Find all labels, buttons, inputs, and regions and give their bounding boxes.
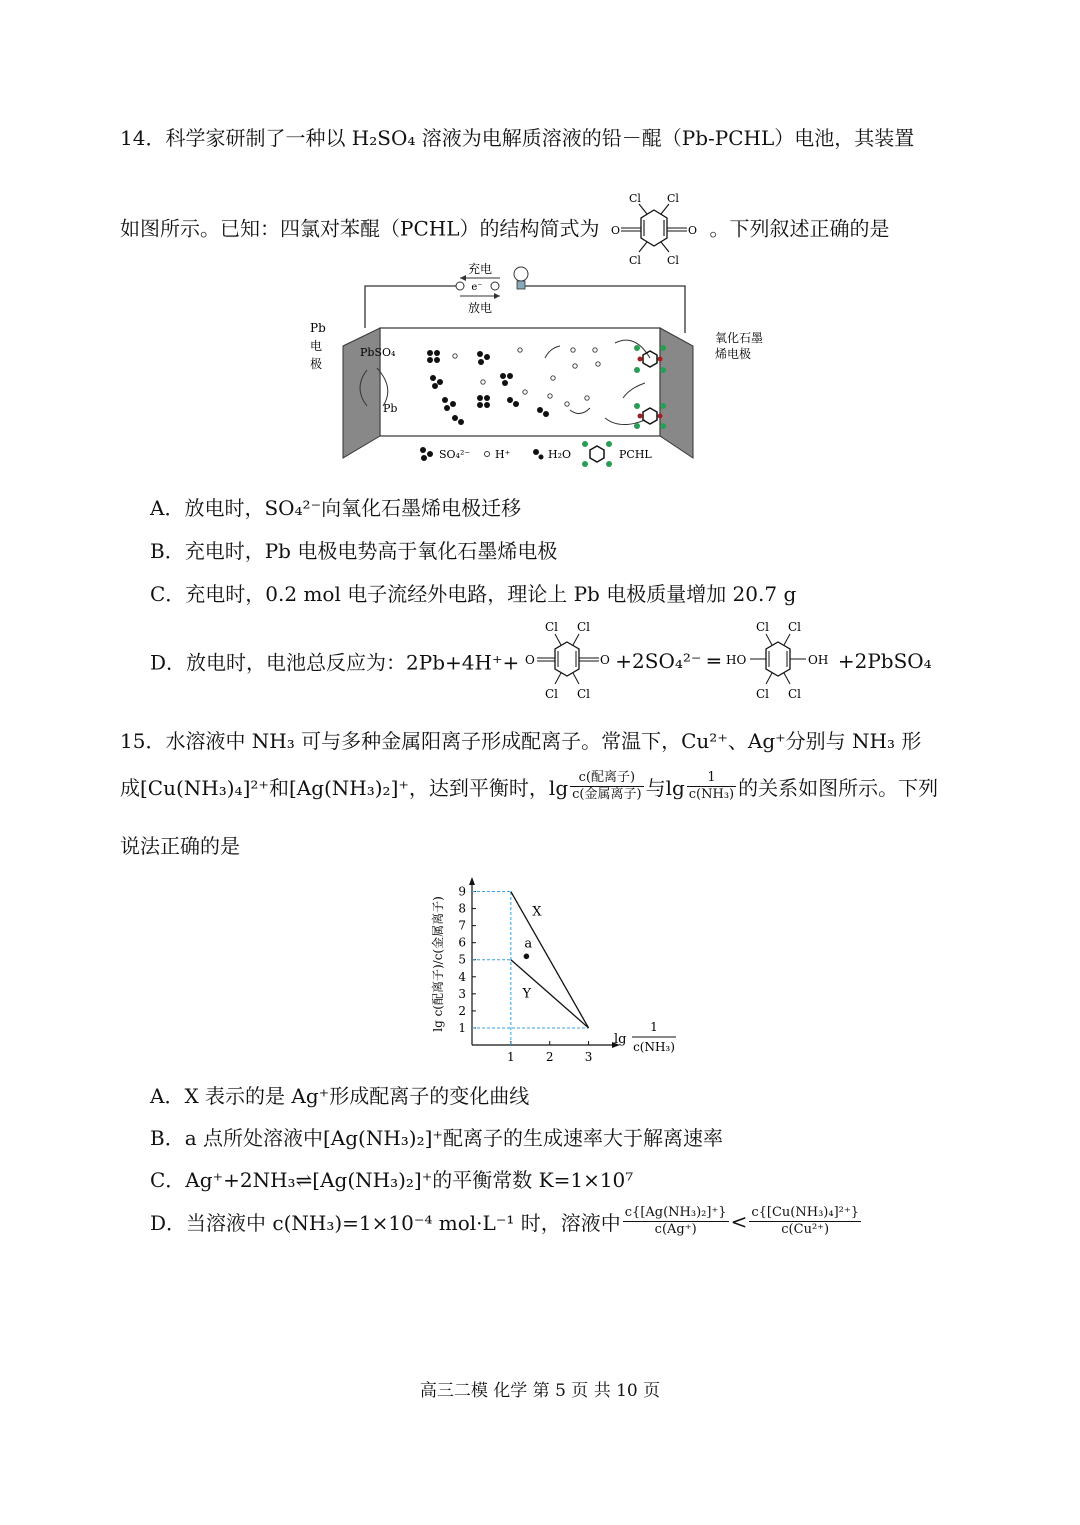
pchl-cl-1: Cl bbox=[629, 192, 642, 205]
q15-frac1-num: c(配离子) bbox=[570, 770, 643, 787]
q15-d-lt: < bbox=[730, 1209, 748, 1234]
series-label-Y: Y bbox=[522, 986, 532, 1002]
q15-d-frac1 bbox=[623, 1205, 729, 1238]
q14-stem-line2 bbox=[120, 192, 889, 268]
pchl-structure bbox=[599, 192, 709, 268]
y-axis-arrow bbox=[469, 877, 475, 885]
q15-d-frac1-den: c(Ag⁺) bbox=[654, 1222, 697, 1237]
q14-option-d-post: +2PbSO₄ bbox=[837, 649, 932, 673]
hq-cl-3: Cl bbox=[755, 687, 769, 701]
q15-stem-line2-post: 的关系如图所示。下列 bbox=[738, 776, 939, 800]
x-tick-label: 2 bbox=[545, 1050, 554, 1064]
y-tick-label: 1 bbox=[458, 1020, 466, 1035]
y-tick-label: 2 bbox=[458, 1003, 466, 1018]
battery-diagram bbox=[305, 258, 785, 488]
page-footer: 高三二模 化学 第 5 页 共 10 页 bbox=[419, 1381, 661, 1401]
right-electrode-label-1: 氧化石墨 bbox=[715, 331, 764, 345]
y-tick-label: 7 bbox=[458, 918, 466, 933]
hq-cl-4: Cl bbox=[787, 687, 801, 701]
q14-option-c[interactable]: C．充电时，0.2 mol 电子流经外电路，理论上 Pb 电极质量增加 20.7 g bbox=[150, 582, 797, 606]
point-label-a: a bbox=[524, 936, 533, 952]
q15-frac2-den: c(NH₃) bbox=[688, 787, 735, 802]
q14-option-d-mid: +2SO₄²⁻ ═ bbox=[615, 649, 720, 673]
q15-frac1 bbox=[570, 770, 643, 803]
charge-label: 充电 bbox=[467, 262, 493, 276]
legend-pchl: PCHL bbox=[619, 448, 652, 461]
complex-equilibrium-chart bbox=[420, 875, 720, 1065]
q15-d-frac1-num: c{[Ag(NH₃)₂]⁺} bbox=[624, 1205, 727, 1220]
electron-label: e⁻ bbox=[471, 282, 483, 293]
q15-d-frac2-num: c{[Cu(NH₃)₄]²⁺} bbox=[751, 1205, 859, 1220]
pchl-cl-4: Cl bbox=[667, 254, 680, 267]
hydroquinone-structure bbox=[720, 618, 838, 704]
pchl-cl-3: Cl bbox=[629, 254, 642, 267]
q14-stem-line2-pre: 如图所示。已知：四氯对苯醌（PCHL）的结构简式为 bbox=[120, 216, 600, 241]
q15-option-b[interactable]: B．a 点所处溶液中[Ag(NH₃)₂]⁺配离子的生成速率大于解离速率 bbox=[150, 1126, 723, 1150]
legend-h: H⁺ bbox=[495, 448, 511, 461]
point-a bbox=[524, 954, 530, 960]
q14-option-b[interactable]: B．充电时，Pb 电极电势高于氧化石墨烯电极 bbox=[150, 539, 558, 563]
d-pchl-cl-4: Cl bbox=[577, 687, 591, 701]
pchl-o-2: O bbox=[688, 224, 698, 237]
q15-stem-line1: 15．水溶液中 NH₃ 可与多种金属阳离子形成配离子。常温下，Cu²⁺、Ag⁺分别与 NH₃ 形 bbox=[120, 729, 922, 753]
pchl-cl-2: Cl bbox=[667, 192, 680, 205]
d-pchl-o-2: O bbox=[600, 653, 611, 667]
d-pchl-cl-2: Cl bbox=[577, 620, 591, 634]
pchl-o-1: O bbox=[611, 224, 621, 237]
x-label-den: c(NH₃) bbox=[633, 1040, 675, 1054]
series-line-X bbox=[511, 892, 589, 1028]
hq-cl-2: Cl bbox=[787, 620, 801, 634]
q15-frac1-den: c(金属离子) bbox=[572, 787, 642, 802]
q15-d-frac2-den: c(Cu²⁺) bbox=[781, 1222, 830, 1237]
y-tick-label: 6 bbox=[458, 935, 466, 950]
q15-stem-line2-mid: 与lg bbox=[645, 776, 685, 800]
legend-so4: SO₄²⁻ bbox=[439, 448, 471, 461]
svg-text:电: 电 bbox=[310, 339, 323, 353]
x-label-lg: lg bbox=[614, 1032, 627, 1047]
q15-option-c[interactable]: C．Ag⁺+2NH₃⇌[Ag(NH₃)₂]⁺的平衡常数 K=1×10⁷ bbox=[150, 1168, 634, 1192]
x-label-num: 1 bbox=[650, 1020, 658, 1034]
d-pchl-cl-1: Cl bbox=[545, 620, 559, 634]
q14-option-d-pre: D．放电时，电池总反应为：2Pb+4H⁺+ bbox=[150, 650, 520, 675]
pb-electrode-label: Pb bbox=[310, 321, 326, 335]
y-tick-label: 3 bbox=[458, 986, 466, 1001]
pb-label: Pb bbox=[383, 402, 398, 415]
q15-option-d-pre: D．当溶液中 c(NH₃)=1×10⁻⁴ mol·L⁻¹ 时，溶液中 bbox=[150, 1211, 621, 1235]
pbso4-label: PbSO₄ bbox=[360, 346, 396, 359]
q14-option-d[interactable] bbox=[150, 618, 932, 704]
q14-option-a[interactable]: A．放电时，SO₄²⁻向氧化石墨烯电极迁移 bbox=[150, 496, 522, 520]
right-electrode-label-2: 烯电极 bbox=[715, 347, 752, 361]
series-label-X: X bbox=[532, 904, 542, 920]
hq-oh: OH bbox=[807, 653, 829, 667]
hq-ho: HO bbox=[725, 653, 747, 667]
d-pchl-o-1: O bbox=[525, 653, 536, 667]
y-label: lg c(配离子)/c(金属离子) bbox=[431, 896, 445, 1032]
q15-stem-line2-pre: 成[Cu(NH₃)₄]²⁺和[Ag(NH₃)₂]⁺，达到平衡时，lg bbox=[120, 776, 569, 800]
q15-stem-line2 bbox=[120, 770, 938, 803]
q14-stem-line2-post: 。下列叙述正确的是 bbox=[709, 216, 890, 241]
q15-option-d[interactable] bbox=[150, 1205, 863, 1238]
y-tick-label: 8 bbox=[458, 901, 466, 916]
q15-stem-line3: 说法正确的是 bbox=[120, 834, 240, 858]
y-tick-label: 5 bbox=[458, 952, 466, 967]
x-tick-label: 1 bbox=[507, 1050, 515, 1064]
pchl-structure-d bbox=[519, 618, 615, 704]
q15-frac2-num: 1 bbox=[687, 770, 736, 787]
q15-frac2 bbox=[687, 770, 736, 803]
q14-stem-line1: 14．科学家研制了一种以 H₂SO₄ 溶液为电解质溶液的铅－醌（Pb-PCHL）电池，其装置 bbox=[120, 126, 915, 150]
x-tick-label: 3 bbox=[584, 1050, 593, 1064]
svg-text:极: 极 bbox=[310, 357, 323, 371]
hq-cl-1: Cl bbox=[755, 620, 769, 634]
q15-d-frac2 bbox=[749, 1205, 861, 1238]
y-tick-label: 4 bbox=[458, 969, 466, 984]
q15-option-a[interactable]: A．X 表示的是 Ag⁺形成配离子的变化曲线 bbox=[150, 1084, 530, 1108]
discharge-label: 放电 bbox=[467, 301, 493, 315]
legend-h2o: H₂O bbox=[548, 448, 572, 461]
d-pchl-cl-3: Cl bbox=[545, 687, 559, 701]
y-tick-label: 9 bbox=[458, 884, 466, 899]
